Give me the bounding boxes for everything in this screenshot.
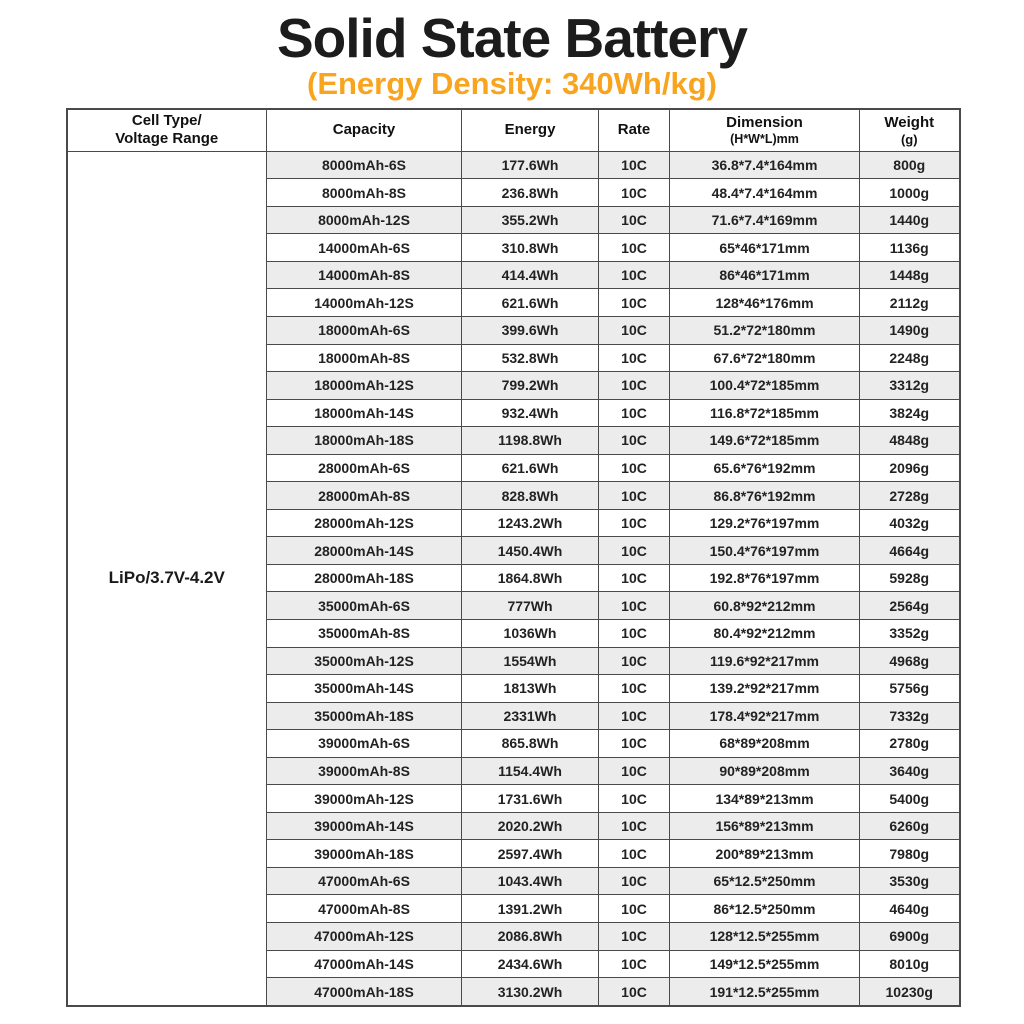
- energy-cell: 1450.4Wh: [462, 537, 599, 565]
- dimension-cell: 48.4*7.4*164mm: [670, 179, 860, 207]
- capacity-cell: 39000mAh-14S: [267, 812, 462, 840]
- weight-cell: 5756g: [860, 675, 960, 703]
- capacity-cell: 39000mAh-12S: [267, 785, 462, 813]
- weight-cell: 8010g: [860, 950, 960, 978]
- energy-cell: 177.6Wh: [462, 151, 599, 179]
- capacity-cell: 28000mAh-18S: [267, 564, 462, 592]
- weight-cell: 2248g: [860, 344, 960, 372]
- energy-cell: 799.2Wh: [462, 372, 599, 400]
- capacity-cell: 47000mAh-12S: [267, 923, 462, 951]
- dimension-cell: 60.8*92*212mm: [670, 592, 860, 620]
- dimension-cell: 80.4*92*212mm: [670, 619, 860, 647]
- rate-cell: 10C: [599, 978, 670, 1007]
- rate-cell: 10C: [599, 261, 670, 289]
- rate-cell: 10C: [599, 179, 670, 207]
- energy-cell: 1554Wh: [462, 647, 599, 675]
- header-label: Cell Type/: [131, 112, 202, 130]
- energy-cell: 1864.8Wh: [462, 564, 599, 592]
- energy-cell: 399.6Wh: [462, 316, 599, 344]
- rate-cell: 10C: [599, 619, 670, 647]
- weight-cell: 2564g: [860, 592, 960, 620]
- rate-cell: 10C: [599, 564, 670, 592]
- capacity-cell: 35000mAh-18S: [267, 702, 462, 730]
- weight-cell: 10230g: [860, 978, 960, 1007]
- dimension-cell: 149*12.5*255mm: [670, 950, 860, 978]
- capacity-cell: 39000mAh-8S: [267, 757, 462, 785]
- weight-cell: 4032g: [860, 509, 960, 537]
- weight-cell: 3530g: [860, 867, 960, 895]
- dimension-cell: 65.6*76*192mm: [670, 454, 860, 482]
- energy-cell: 1043.4Wh: [462, 867, 599, 895]
- energy-cell: 865.8Wh: [462, 730, 599, 758]
- capacity-cell: 18000mAh-14S: [267, 399, 462, 427]
- weight-cell: 3824g: [860, 399, 960, 427]
- weight-cell: 2780g: [860, 730, 960, 758]
- weight-cell: 800g: [860, 151, 960, 179]
- rate-cell: 10C: [599, 151, 670, 179]
- energy-cell: 621.6Wh: [462, 454, 599, 482]
- dimension-cell: 86*12.5*250mm: [670, 895, 860, 923]
- weight-cell: 4968g: [860, 647, 960, 675]
- rate-cell: 10C: [599, 950, 670, 978]
- rate-cell: 10C: [599, 372, 670, 400]
- weight-cell: 4640g: [860, 895, 960, 923]
- energy-cell: 1731.6Wh: [462, 785, 599, 813]
- capacity-cell: 8000mAh-6S: [267, 151, 462, 179]
- header-label: Energy: [504, 121, 556, 139]
- dimension-cell: 128*12.5*255mm: [670, 923, 860, 951]
- dimension-cell: 86*46*171mm: [670, 261, 860, 289]
- capacity-cell: 47000mAh-14S: [267, 950, 462, 978]
- capacity-cell: 39000mAh-18S: [267, 840, 462, 868]
- dimension-cell: 128*46*176mm: [670, 289, 860, 317]
- rate-cell: 10C: [599, 702, 670, 730]
- dimension-cell: 116.8*72*185mm: [670, 399, 860, 427]
- dimension-cell: 86.8*76*192mm: [670, 482, 860, 510]
- capacity-cell: 28000mAh-14S: [267, 537, 462, 565]
- rate-cell: 10C: [599, 399, 670, 427]
- rate-cell: 10C: [599, 234, 670, 262]
- energy-cell: 2331Wh: [462, 702, 599, 730]
- capacity-cell: 35000mAh-8S: [267, 619, 462, 647]
- capacity-cell: 47000mAh-8S: [267, 895, 462, 923]
- energy-cell: 3130.2Wh: [462, 978, 599, 1007]
- rate-cell: 10C: [599, 454, 670, 482]
- capacity-cell: 18000mAh-12S: [267, 372, 462, 400]
- table-body: [67, 151, 960, 1006]
- energy-cell: 2434.6Wh: [462, 950, 599, 978]
- rate-cell: 10C: [599, 344, 670, 372]
- dimension-cell: 65*12.5*250mm: [670, 867, 860, 895]
- dimension-cell: 51.2*72*180mm: [670, 316, 860, 344]
- rate-cell: 10C: [599, 289, 670, 317]
- capacity-cell: 8000mAh-12S: [267, 206, 462, 234]
- rate-cell: 10C: [599, 316, 670, 344]
- capacity-cell: 14000mAh-12S: [267, 289, 462, 317]
- rate-cell: 10C: [599, 895, 670, 923]
- capacity-cell: 47000mAh-6S: [267, 867, 462, 895]
- dimension-cell: 68*89*208mm: [670, 730, 860, 758]
- dimension-cell: 65*46*171mm: [670, 234, 860, 262]
- rate-cell: 10C: [599, 812, 670, 840]
- weight-cell: 7332g: [860, 702, 960, 730]
- table-header: [67, 109, 960, 151]
- capacity-cell: 28000mAh-6S: [267, 454, 462, 482]
- energy-cell: 828.8Wh: [462, 482, 599, 510]
- energy-cell: 2086.8Wh: [462, 923, 599, 951]
- energy-cell: 414.4Wh: [462, 261, 599, 289]
- energy-cell: 532.8Wh: [462, 344, 599, 372]
- rate-cell: 10C: [599, 427, 670, 455]
- dimension-cell: 129.2*76*197mm: [670, 509, 860, 537]
- energy-cell: 1036Wh: [462, 619, 599, 647]
- capacity-cell: 14000mAh-6S: [267, 234, 462, 262]
- header-label: Weight: [884, 113, 935, 131]
- dimension-cell: 200*89*213mm: [670, 840, 860, 868]
- dimension-cell: 67.6*72*180mm: [670, 344, 860, 372]
- capacity-cell: 35000mAh-6S: [267, 592, 462, 620]
- capacity-cell: 8000mAh-8S: [267, 179, 462, 207]
- rate-cell: 10C: [599, 647, 670, 675]
- rate-cell: 10C: [599, 923, 670, 951]
- dimension-cell: 156*89*213mm: [670, 812, 860, 840]
- capacity-cell: 39000mAh-6S: [267, 730, 462, 758]
- rate-cell: 10C: [599, 592, 670, 620]
- capacity-cell: 18000mAh-8S: [267, 344, 462, 372]
- weight-cell: 3640g: [860, 757, 960, 785]
- header-sublabel: (g): [900, 131, 918, 147]
- column-header-cell-type: [67, 109, 267, 151]
- weight-cell: 1136g: [860, 234, 960, 262]
- spec-table: [66, 108, 961, 1007]
- dimension-cell: 178.4*92*217mm: [670, 702, 860, 730]
- capacity-cell: 28000mAh-8S: [267, 482, 462, 510]
- energy-cell: 1243.2Wh: [462, 509, 599, 537]
- rate-cell: 10C: [599, 730, 670, 758]
- energy-cell: 355.2Wh: [462, 206, 599, 234]
- weight-cell: 6900g: [860, 923, 960, 951]
- energy-cell: 1813Wh: [462, 675, 599, 703]
- table-row: [67, 151, 960, 179]
- header-row: [67, 109, 960, 151]
- weight-cell: 4848g: [860, 427, 960, 455]
- weight-cell: 2728g: [860, 482, 960, 510]
- dimension-cell: 71.6*7.4*169mm: [670, 206, 860, 234]
- dimension-cell: 150.4*76*197mm: [670, 537, 860, 565]
- capacity-cell: 18000mAh-6S: [267, 316, 462, 344]
- page-title: Solid State Battery: [276, 7, 747, 69]
- capacity-cell: 28000mAh-12S: [267, 509, 462, 537]
- column-header-weight: [860, 109, 960, 151]
- energy-cell: 236.8Wh: [462, 179, 599, 207]
- dimension-cell: 100.4*72*185mm: [670, 372, 860, 400]
- rate-cell: 10C: [599, 675, 670, 703]
- weight-cell: 5928g: [860, 564, 960, 592]
- header-sublabel: Voltage Range: [115, 130, 219, 148]
- header-label: Capacity: [332, 121, 396, 139]
- weight-cell: 1490g: [860, 316, 960, 344]
- weight-cell: 5400g: [860, 785, 960, 813]
- dimension-cell: 139.2*92*217mm: [670, 675, 860, 703]
- column-header-capacity: [267, 109, 462, 151]
- energy-cell: 1198.8Wh: [462, 427, 599, 455]
- energy-cell: 777Wh: [462, 592, 599, 620]
- dimension-cell: 36.8*7.4*164mm: [670, 151, 860, 179]
- rate-cell: 10C: [599, 840, 670, 868]
- energy-cell: 2020.2Wh: [462, 812, 599, 840]
- column-header-rate: [599, 109, 670, 151]
- weight-cell: 1448g: [860, 261, 960, 289]
- weight-cell: 3312g: [860, 372, 960, 400]
- rate-cell: 10C: [599, 537, 670, 565]
- rate-cell: 10C: [599, 482, 670, 510]
- cell-type-value: LiPo/3.7V-4.2V: [67, 151, 267, 1006]
- weight-cell: 4664g: [860, 537, 960, 565]
- rate-cell: 10C: [599, 785, 670, 813]
- weight-cell: 1000g: [860, 179, 960, 207]
- dimension-cell: 192.8*76*197mm: [670, 564, 860, 592]
- capacity-cell: 35000mAh-14S: [267, 675, 462, 703]
- weight-cell: 3352g: [860, 619, 960, 647]
- rate-cell: 10C: [599, 509, 670, 537]
- column-header-energy: [462, 109, 599, 151]
- weight-cell: 2112g: [860, 289, 960, 317]
- energy-cell: 932.4Wh: [462, 399, 599, 427]
- energy-cell: 2597.4Wh: [462, 840, 599, 868]
- title-block: [0, 7, 1024, 102]
- capacity-cell: 47000mAh-18S: [267, 978, 462, 1007]
- rate-cell: 10C: [599, 867, 670, 895]
- energy-cell: 1391.2Wh: [462, 895, 599, 923]
- dimension-cell: 134*89*213mm: [670, 785, 860, 813]
- weight-cell: 6260g: [860, 812, 960, 840]
- dimension-cell: 191*12.5*255mm: [670, 978, 860, 1007]
- dimension-cell: 119.6*92*217mm: [670, 647, 860, 675]
- rate-cell: 10C: [599, 757, 670, 785]
- energy-cell: 1154.4Wh: [462, 757, 599, 785]
- weight-cell: 2096g: [860, 454, 960, 482]
- column-header-dimension: [670, 109, 860, 151]
- spec-table-wrap: [66, 108, 959, 1007]
- capacity-cell: 14000mAh-8S: [267, 261, 462, 289]
- rate-cell: 10C: [599, 206, 670, 234]
- header-label: Dimension: [726, 113, 803, 131]
- energy-cell: 621.6Wh: [462, 289, 599, 317]
- dimension-cell: 90*89*208mm: [670, 757, 860, 785]
- capacity-cell: 18000mAh-18S: [267, 427, 462, 455]
- page-subtitle: (Energy Density: 340Wh/kg): [307, 66, 717, 102]
- capacity-cell: 35000mAh-12S: [267, 647, 462, 675]
- weight-cell: 7980g: [860, 840, 960, 868]
- dimension-cell: 149.6*72*185mm: [670, 427, 860, 455]
- header-sublabel: (H*W*L)mm: [730, 131, 799, 146]
- header-label: Rate: [617, 121, 651, 139]
- weight-cell: 1440g: [860, 206, 960, 234]
- energy-cell: 310.8Wh: [462, 234, 599, 262]
